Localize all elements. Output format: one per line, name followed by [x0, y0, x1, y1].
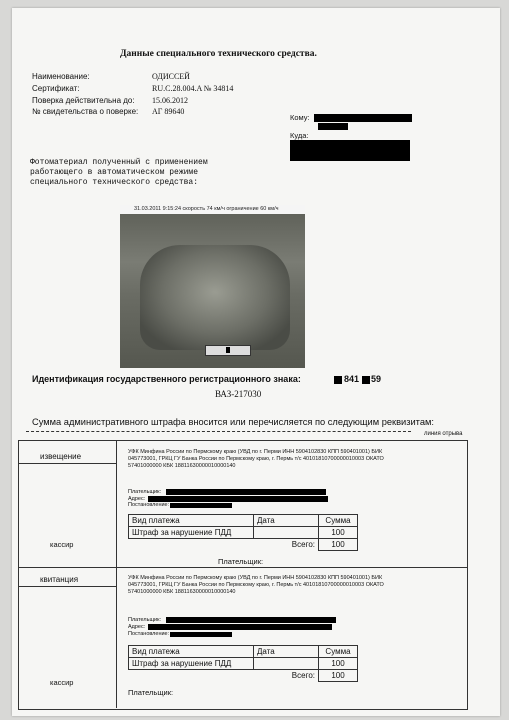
- receipt-payer-label: Плательщик:: [128, 617, 162, 623]
- redacted-plate-prefix: [334, 376, 342, 384]
- receipt-bank-details: УФК Минфина России по Пермскому краю (УВД по г. Перми ИНН 5904102830 КПП 590401001) БИК 045773001, ГРКЦ ГУ Банка России по Пермскому краю, г. Пермь т/с 40101810700000010003 ОКАТО 57401000000 КБК 18811630000010000140: [128, 575, 384, 595]
- redacted-receipt-address: [148, 624, 332, 630]
- redacted-notice-payer: [166, 489, 326, 495]
- check-valid-label: Поверка действительна до:: [32, 96, 135, 105]
- plate-part-1: 841: [344, 374, 360, 384]
- notice-bank-details: УФК Минфина России по Пермскому краю (УВД по г. Перми ИНН 5904102830 КПП 590401001) БИК 045773001, ГРКЦ ГУ Банка России по Пермскому краю, г. Пермь т/с 40101810700000010003 ОКАТО 57401000000 КБК 18811630000010000140: [128, 449, 384, 469]
- to-label: Кому:: [290, 113, 310, 122]
- notice-cashier: кассир: [50, 540, 74, 549]
- notice-address-label: Адрес:: [128, 496, 146, 502]
- cert-number-value: АГ 89640: [152, 107, 185, 116]
- check-valid-value: 15.06.2012: [152, 96, 188, 105]
- car-image: [140, 245, 290, 350]
- notice-col-date: Дата: [254, 515, 319, 527]
- receipt-col-date: Дата: [254, 646, 319, 658]
- photo-intro-text: Фотоматериал полученный с применением работающего в автоматическом режиме специального технического средства:: [30, 158, 208, 187]
- speed-camera-photo: [120, 205, 305, 368]
- notice-col-sum: Сумма: [319, 515, 358, 527]
- notice-col-type: Вид платежа: [129, 515, 254, 527]
- vehicle-model: ВАЗ-217030: [215, 389, 262, 399]
- device-name-label: Наименование:: [32, 72, 90, 81]
- plate-part-2: 59: [371, 374, 382, 384]
- redacted-notice-decree: [170, 503, 232, 508]
- receipt-title: квитанция: [40, 575, 79, 584]
- notice-payer-label: Плательщик:: [128, 489, 162, 495]
- receipt-row-date: [254, 658, 319, 670]
- cut-line-dashes: [26, 431, 411, 432]
- notice-row-date: [254, 527, 319, 539]
- receipt-payment-table: [128, 645, 358, 682]
- redacted-address: [290, 140, 410, 161]
- certificate-label: Сертификат:: [32, 84, 80, 93]
- receipt-col-type: Вид платежа: [129, 646, 254, 658]
- receipt-address-label: Адрес:: [128, 624, 146, 630]
- fine-payment-note: Сумма административного штрафа вносится или перечисляется по следующим реквизитам:: [32, 417, 434, 427]
- redacted-receipt-decree: [170, 632, 232, 637]
- notice-title-underline: [18, 463, 116, 464]
- receipt-title-underline: [18, 586, 116, 587]
- receipt-cashier: кассир: [50, 678, 74, 687]
- receipt-row-sum: 100: [319, 658, 358, 670]
- receipt-col-sum: Сумма: [319, 646, 358, 658]
- redacted-recipient-2: [318, 123, 348, 130]
- redacted-receipt-payer: [166, 617, 336, 623]
- notice-decree-label: Постановление:: [128, 502, 170, 508]
- receipt-total-sum: 100: [319, 670, 358, 682]
- redacted-plate-middle: [362, 376, 370, 384]
- notice-total-label: Всего:: [129, 539, 319, 551]
- redacted-notice-address: [148, 496, 328, 502]
- cut-line-label: линия отрыва: [424, 431, 463, 437]
- notice-total-sum: 100: [319, 539, 358, 551]
- receipt-row-type: Штраф за нарушение ПДД: [129, 658, 254, 670]
- device-name-value: ОДИССЕЙ: [152, 72, 190, 81]
- notice-row-sum: 100: [319, 527, 358, 539]
- where-label: Куда:: [290, 131, 309, 140]
- receipt-total-label: Всего:: [129, 670, 319, 682]
- receipt-payer-sign: Плательщик:: [128, 688, 174, 697]
- notice-title: извещение: [40, 452, 82, 461]
- identification-label: Идентификация государственного регистрационного знака:: [32, 374, 301, 384]
- license-plate-image: [205, 345, 251, 356]
- certificate-value: RU.C.28.004.A № 34814: [152, 84, 234, 93]
- form-vertical-divider: [116, 440, 117, 708]
- document-title: Данные специального технического средства.: [120, 49, 317, 59]
- receipt-decree-label: Постановление:: [128, 631, 170, 637]
- photo-caption: 31.03.2011 9:15:24 скорость 74 км/ч ограничение 60 км/ч: [120, 205, 305, 214]
- notice-payment-table: [128, 514, 358, 551]
- form-middle-divider: [18, 567, 467, 568]
- notice-payer-sign: Плательщик:: [218, 557, 264, 566]
- cert-number-label: № свидетельства о поверке:: [32, 107, 139, 116]
- notice-row-type: Штраф за нарушение ПДД: [129, 527, 254, 539]
- redacted-recipient: [314, 114, 412, 122]
